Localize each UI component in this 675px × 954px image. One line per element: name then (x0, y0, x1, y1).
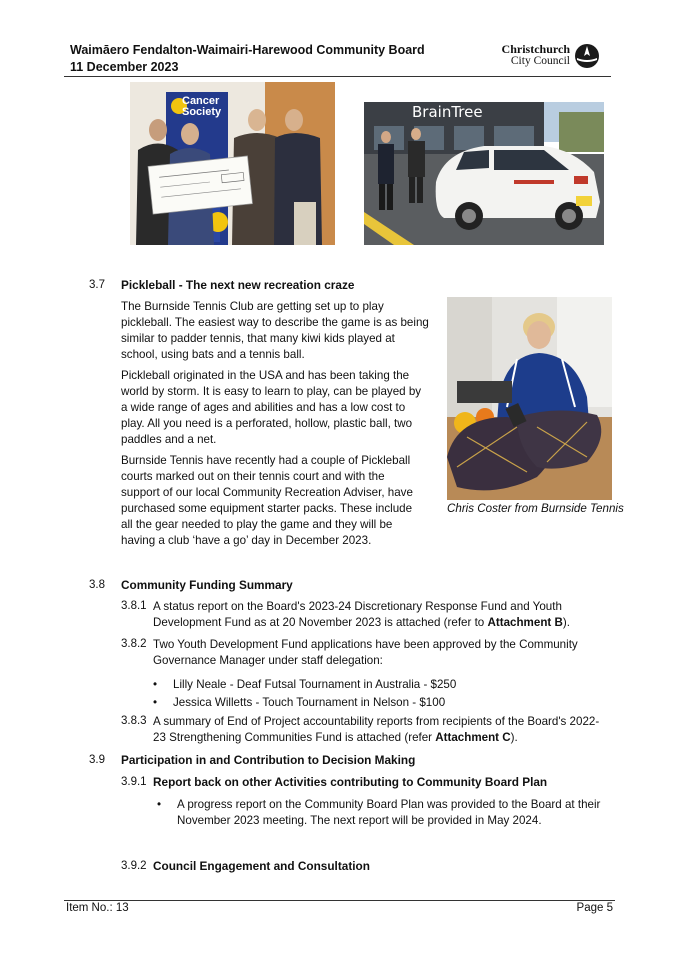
chris-coster-photo (447, 297, 612, 500)
item-3-8-2-text: Two Youth Development Fund applications have been approved by the Community Governance Manager under staff delegation: (153, 638, 578, 667)
council-emblem-icon (574, 43, 600, 69)
item-3-9-2-heading: Council Engagement and Consultation (153, 859, 370, 873)
item-3-9-2-number: 3.9.2 (121, 860, 147, 872)
pickleball-paragraph-1: The Burnside Tennis Club are getting set up to play pickleball. The easiest way to describe the game is as being similar to padder tennis, that many kiwi kids played at school, using bats and a tennis ball. (121, 300, 429, 361)
header-rule (64, 76, 611, 77)
section-3-8-heading: Community Funding Summary (121, 578, 293, 592)
item-3-8-1-number: 3.8.1 (121, 600, 147, 612)
funding-approval-bullet: • Lilly Neale - Deaf Futsal Tournament in Australia - $250 (173, 677, 456, 693)
attachment-b-reference: Attachment B (487, 616, 563, 629)
braintree-car-photo (364, 102, 604, 245)
section-3-7-number: 3.7 (89, 279, 105, 291)
cheque-presentation-photo (130, 82, 335, 245)
item-3-8-3-number: 3.8.3 (121, 715, 147, 727)
cancer-society-banner-text: Cancer Society (182, 95, 222, 118)
attachment-c-reference: Attachment C (435, 731, 511, 744)
section-3-9-number: 3.9 (89, 754, 105, 766)
braintree-sign-text: BrainTree (412, 103, 483, 121)
funding-approval-bullet: • Jessica Willetts - Touch Tournament in Nelson - $100 (173, 695, 445, 711)
council-logo (498, 43, 602, 69)
item-3-8-2-number: 3.8.2 (121, 638, 147, 650)
item-3-8-3-text: A summary of End of Project accountability reports from recipients of the Board's 2022- 23 Strengthening Communities Fund is attached (refer Attachment C). (153, 715, 600, 744)
section-3-7-heading: Pickleball - The next new recreation craze (121, 278, 355, 292)
item-3-8-1-text: A status report on the Board's 2023-24 Discretionary Response Fund and Youth Development Fund as at 20 November 2023 is attached (refer to Attachment B). (153, 600, 570, 629)
footer-rule (64, 900, 615, 901)
logo-text-line1: Christchurch (501, 42, 570, 56)
progress-report-bullet: • A progress report on the Community Board Plan was provided to the Board at their November 2023 meeting. The next report will be provided in May 2024. (177, 797, 617, 829)
board-name: Waimāero Fendalton-Waimairi-Harewood Community Board (70, 43, 425, 57)
pickleball-paragraph-2: Pickleball originated in the USA and has been taking the world by storm. It is easy to learn to play, can be played by a wide range of ages and abilities and has a low cost to play. All you need is a perforated, hollow, plastic ball, two paddles and a net. (121, 369, 422, 446)
item-3-9-1-heading: Report back on other Activities contributing to Community Board Plan (153, 775, 548, 789)
section-3-8-number: 3.8 (89, 579, 105, 591)
footer-item-number: Item No.: 13 (66, 902, 129, 914)
photo-caption: Chris Coster from Burnside Tennis (447, 502, 624, 515)
meeting-date: 11 December 2023 (70, 60, 179, 74)
item-3-9-1-number: 3.9.1 (121, 776, 147, 788)
document-header-title (70, 42, 425, 76)
logo-text-line2: City Council (510, 55, 570, 67)
footer-page-number: Page 5 (576, 902, 613, 914)
pickleball-paragraph-3: Burnside Tennis have recently had a couple of Pickleball courts marked out on their tennis court and with the support of our local Community Recreation Adviser, have purchased some equipment starter packs. These include all the gear needed to play the game and they will be having a club ‘have a go’ day in December 2023. (121, 454, 413, 547)
section-3-9-heading: Participation in and Contribution to Decision Making (121, 753, 416, 767)
